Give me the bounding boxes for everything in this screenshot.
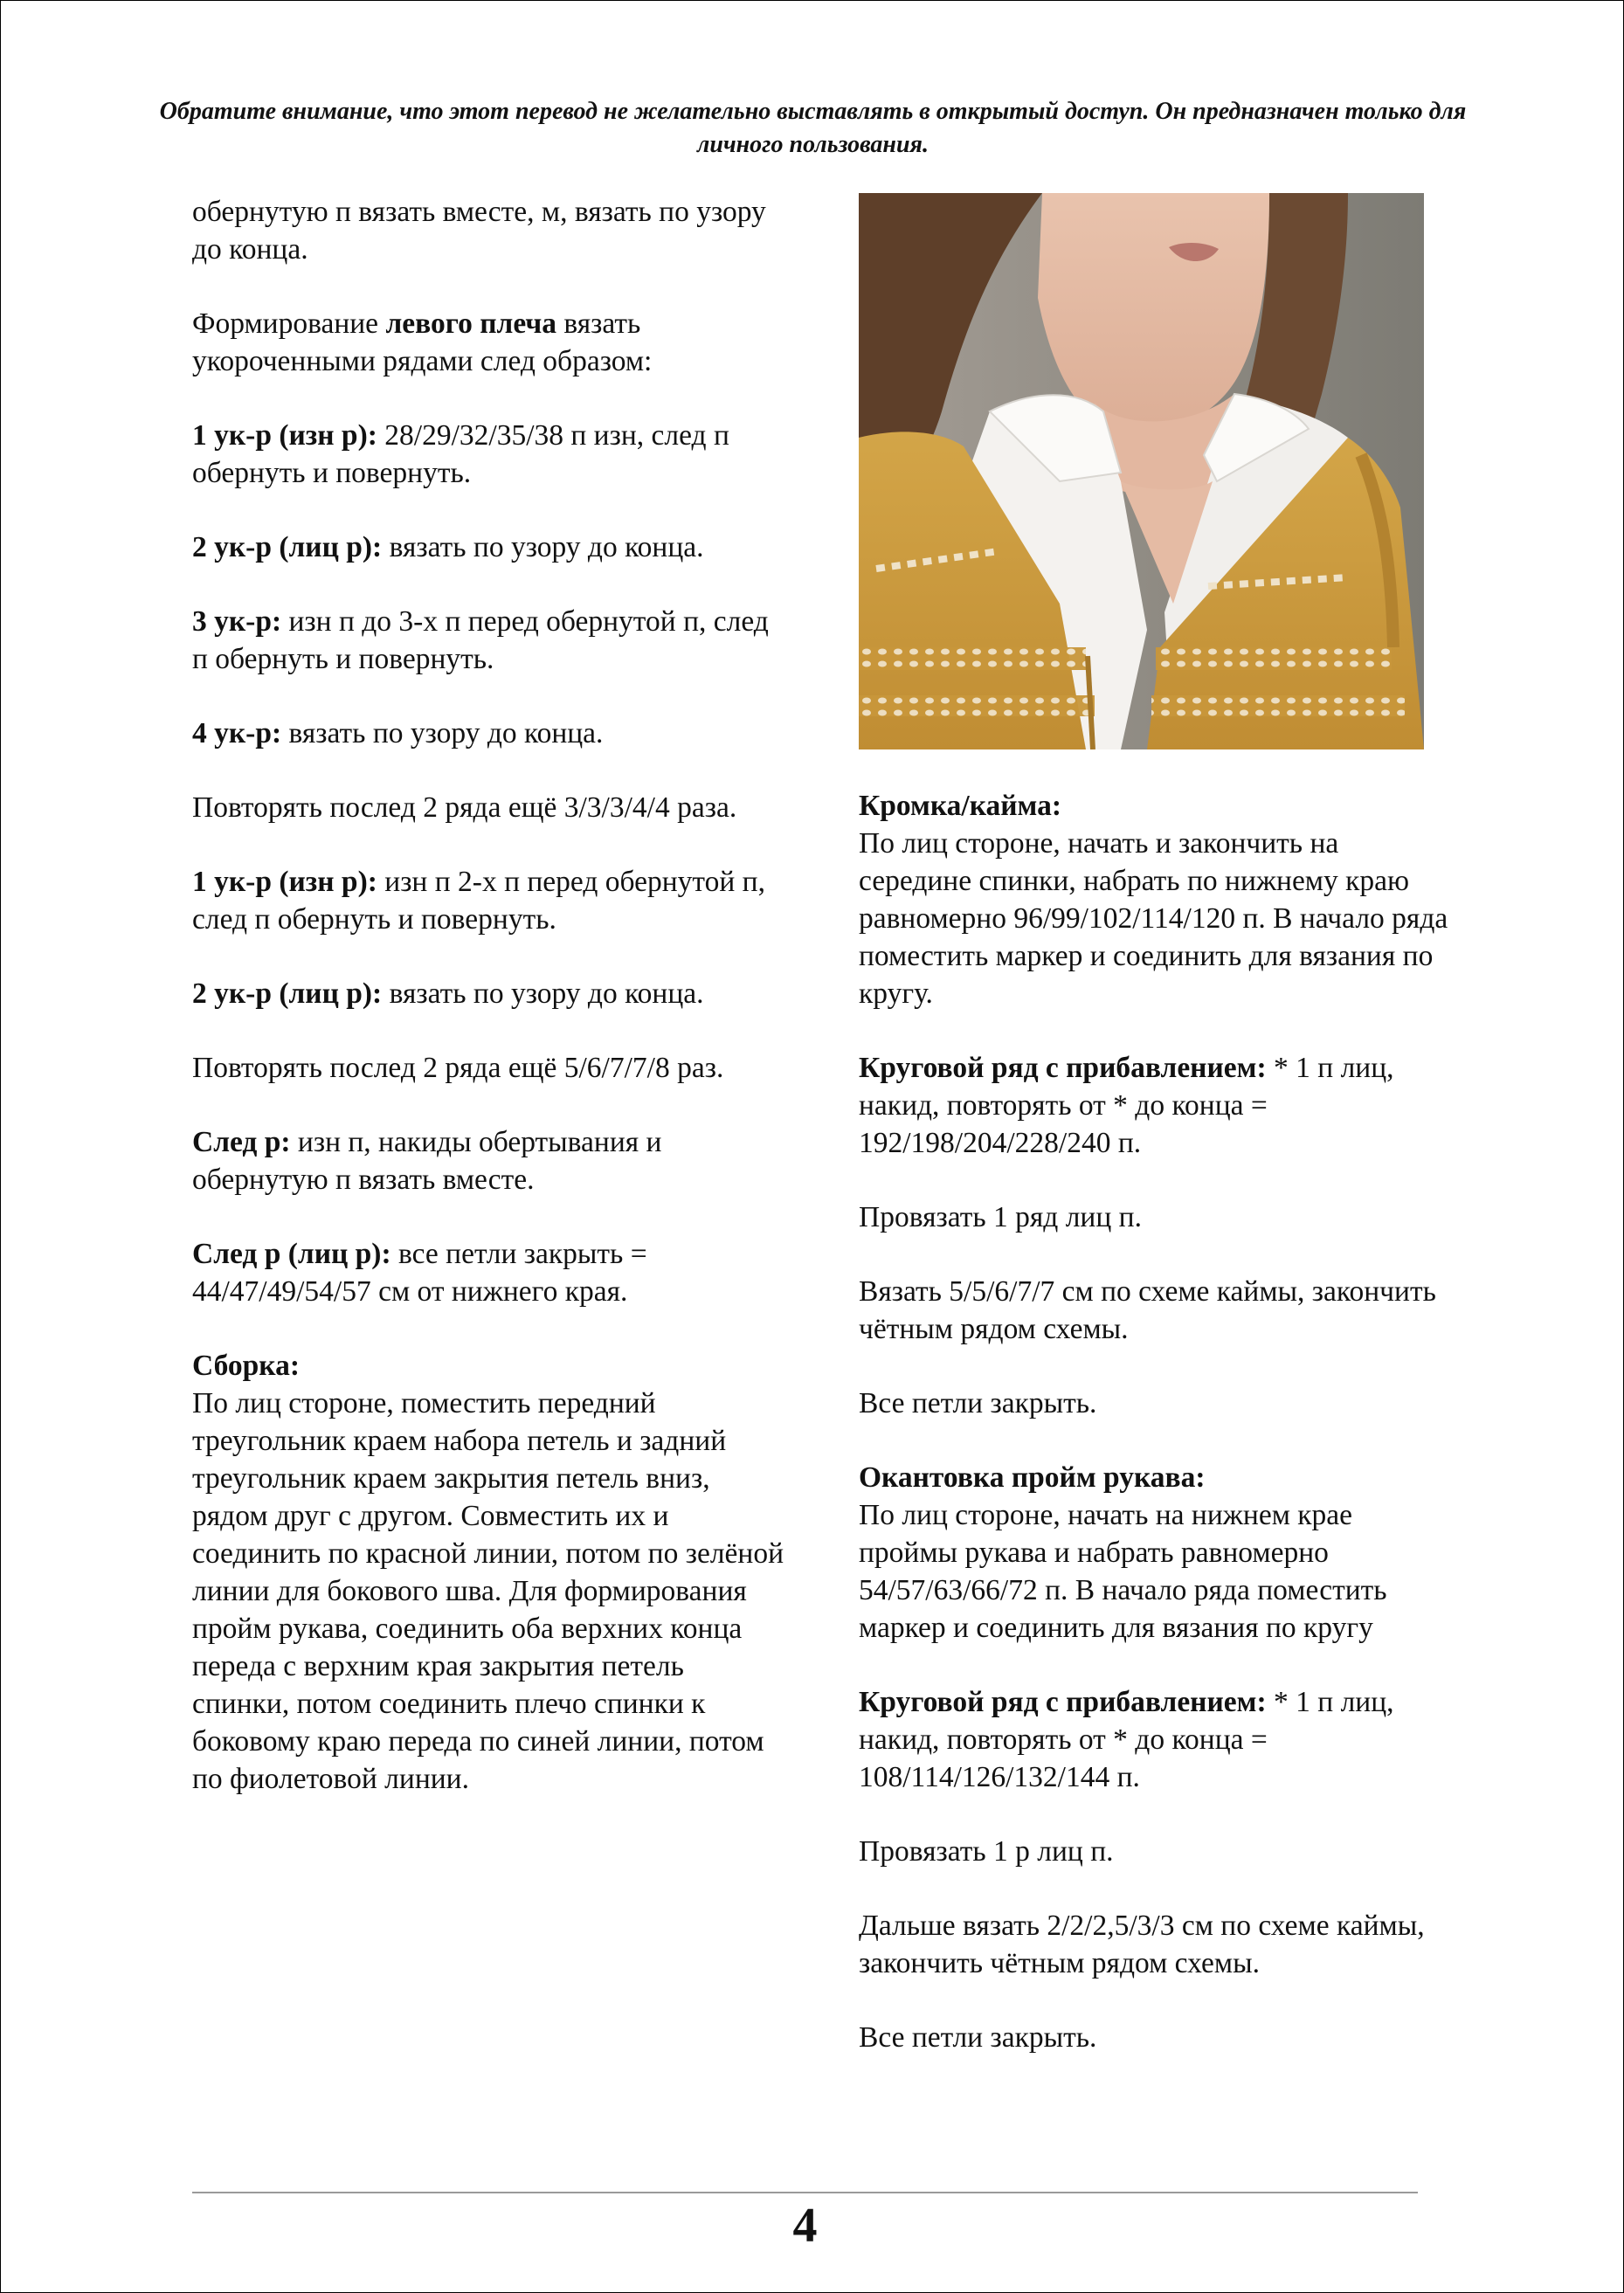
row-label: Круговой ряд с прибавлением: [859,1052,1267,1084]
next-row-rs [192,1235,786,1310]
row-label: 1 ук-р (изн р): [192,866,377,898]
row-label: 4 ук-р: [192,717,282,749]
short-row-2 [192,528,786,566]
row-text: изн п до 3-х п перед обернутой п, след п обернуть и повернуть. [192,605,769,675]
left-shoulder-intro [192,305,786,380]
row-text: вязать по узору до конца. [382,977,704,1010]
bold-term: левого плеча [385,307,556,340]
short-row-3 [192,603,786,678]
row-text: вязать по узору до конца. [281,717,604,749]
row-text: * 1 п лиц, накид, повторять от * до конца = 192/198/204/228/240 п. [859,1052,1394,1159]
armhole-text: По лиц стороне, начать на нижнем крае проймы рукава и набрать равномерно 54/57/63/66/72 п. В начало ряда поместить маркер и соединить для вязания по кругу [859,1499,1387,1644]
paragraph: Повторять послед 2 ряда ещё 5/6/7/7/8 раз. [192,1052,724,1084]
border-section [859,787,1453,1012]
border-heading: Кромка/кайма: [859,790,1062,822]
row-text: * 1 п лиц, накид, повторять от * до конца = 108/114/126/132/144 п. [859,1686,1394,1793]
text-run: Формирование [192,307,386,340]
paragraph: Вязать 5/5/6/7/7 см по схеме каймы, закончить чётным рядом схемы. [859,1275,1436,1345]
footer-divider [192,2192,1418,2193]
short-row-2b [192,975,786,1012]
increase-round-1 [859,1049,1453,1162]
short-row-4 [192,715,786,752]
paragraph: обернутую п вязать вместе, м, вязать по узору до конца. [192,196,766,266]
model-photo [859,193,1424,749]
paragraph: Все петли закрыть. [859,1387,1097,1419]
header-notice: Обратите внимание, что этот перевод не желательно выставлять в открытый доступ. Он предназначен только для личного пользования. [159,98,1467,158]
increase-round-2 [859,1683,1453,1796]
assembly-text: По лиц стороне, поместить передний треугольник краем набора петель и задний треугольник краем закрытия петель вниз, рядом друг с другом. Совместить их и соединить по красной линии, потом по зелёной линии для бокового шва. Для формирования пройм рукава, соединить оба верхних конца переда с верхним края закрытия петель спинки, потом соединить плечо спинки к боковому краю переда по синей линии, потом по фиолетовой линии. [192,1387,784,1795]
row-label: Круговой ряд с прибавлением: [859,1686,1267,1718]
left-column [192,193,786,1798]
armhole-section [859,1459,1453,1647]
row-label: След р: [192,1126,291,1158]
paragraph: Повторять послед 2 ряда ещё 3/3/3/4/4 раза. [192,791,737,824]
next-row [192,1123,786,1198]
short-row-1 [192,417,786,492]
text-run: вязать укороченными рядами след образом: [192,307,653,377]
paragraph: Дальше вязать 2/2/2,5/3/3 см по схеме каймы, закончить чётным рядом схемы. [859,1910,1425,1979]
row-text: 28/29/32/35/38 п изн, след п обернуть и повернуть. [192,419,729,489]
row-text: изн п, накиды обертывания и обернутую п вязать вместе. [192,1126,662,1196]
armhole-heading: Окантовка пройм рукава: [859,1461,1206,1494]
right-column [859,787,1453,2056]
row-label: 2 ук-р (лиц р): [192,977,383,1010]
border-text: По лиц стороне, начать и закончить на середине спинки, набрать по нижнему краю равномерно 96/99/102/114/120 п. В начало ряда поместить маркер и соединить для вязания по кругу. [859,827,1448,1010]
short-row-1b [192,863,786,938]
assembly-heading: Сборка: [192,1350,300,1382]
row-label: 1 ук-р (изн р): [192,419,377,452]
row-label: 3 ук-р: [192,605,282,638]
row-text: все петли закрыть = 44/47/49/54/57 см от нижнего края. [192,1238,647,1308]
row-label: След р (лиц р): [192,1238,391,1270]
row-text: изн п 2-х п перед обернутой п, след п обернуть и повернуть. [192,866,765,936]
paragraph: Провязать 1 ряд лиц п. [859,1201,1142,1233]
row-label: 2 ук-р (лиц р): [192,531,383,563]
assembly-section [192,1347,786,1798]
row-text: вязать по узору до конца. [382,531,704,563]
paragraph: Провязать 1 р лиц п. [859,1835,1114,1868]
paragraph: Все петли закрыть. [859,2021,1097,2054]
page-number: 4 [792,2199,818,2253]
